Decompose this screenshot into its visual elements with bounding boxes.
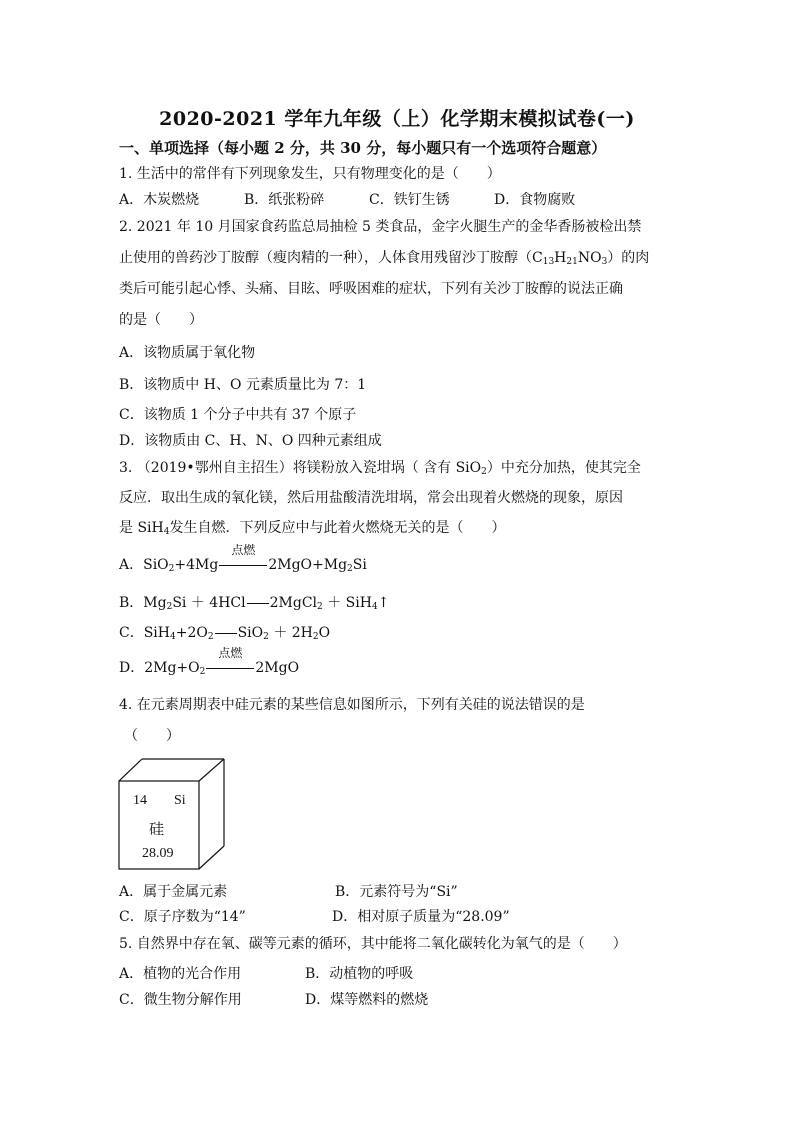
q5-option-c[interactable]: C．微生物分解作用 [119,992,242,1008]
question-3-line-3 [119,519,505,537]
element-name: 硅 [149,820,165,838]
text: NO [577,250,602,266]
question-3-line-2: 反应．取出生成的氧化镁，然后用盐酸清洗坩埚，常会出现着火燃烧的现象，原因 [119,490,623,506]
q1-option-c[interactable]: C．铁钉生锈 [369,192,450,208]
question-2-line-1: 2. 2021 年 10 月国家食药监总局抽检 5 类食品，金字火腿生产的金华香肠被检出禁 [119,219,642,235]
reaction-arrow [205,646,255,677]
text: +2O [175,625,208,641]
question-4-stem: 4. 在元素周期表中硅元素的某些信息如图所示，下列有关硅的说法错误的是 [119,697,585,713]
question-4-answer-paren: （ ） [124,728,180,744]
subscript: 2 [347,564,353,574]
text: O [318,625,331,641]
q5-options-row-1 [119,965,413,983]
q1-option-d[interactable]: D．食物腐败 [494,192,576,208]
q4-option-d[interactable]: D．相对原子质量为“28.09” [332,909,510,925]
exam-title: 2020-2021 学年九年级（上）化学期末模拟试卷(一) [159,108,635,130]
q5-option-d[interactable]: D．煤等燃料的燃烧 [305,992,429,1008]
text: Si [352,557,367,573]
question-2-line-2 [119,249,649,267]
text: H [554,250,567,266]
question-3-line-1 [119,459,641,477]
text: ＋ 2H [268,625,313,641]
q2-option-c[interactable]: C．该物质 1 个分子中共有 37 个原子 [119,407,357,423]
text: 2MgO [255,660,300,676]
q4-option-a[interactable]: A．属于金属元素 [119,884,228,900]
equals-bar [247,603,269,604]
q4-options-row-1 [119,883,458,901]
q3-option-b[interactable] [119,594,389,612]
atomic-mass: 28.09 [142,846,174,861]
reaction-condition: 点燃 [218,646,243,660]
text: ↑ [377,595,390,611]
subscript: 2 [481,467,487,477]
text: ＋ SiH [322,595,372,611]
text: 2MgO+Mg [268,557,348,573]
q5-option-b[interactable]: B．动植物的呼吸 [305,966,414,982]
reaction-condition: 点燃 [231,543,256,557]
text: A．SiO [119,557,169,573]
equals-bar [206,668,254,669]
q1-option-a[interactable]: A．木炭燃烧 [119,192,200,208]
text: ）中充分加热，使其完全 [486,460,641,476]
subscript: 2 [263,632,269,642]
q1-option-b[interactable]: B．纸张粉碎 [244,192,325,208]
reaction-arrow [218,543,268,574]
question-2-line-3: 类后可能引起心悸、头痛、目眩、呼吸困难的症状，下列有关沙丁胺醇的说法正确 [119,281,623,297]
question-2-line-4: 的是（ ） [119,312,203,328]
q3-option-a[interactable] [119,543,367,574]
text: 2MgCl [269,595,318,611]
element-symbol: Si [174,793,186,808]
text: 3. （2019•鄂州自主招生）将镁粉放入瓷坩埚（ 含有 SiO [119,460,482,476]
reaction-arrow [246,594,270,612]
question-5-stem: 5. 自然界中存在氧、碳等元素的循环，其中能将二氧化碳转化为氧气的是（ ） [119,936,627,952]
q3-option-d[interactable] [119,646,300,677]
question-1-stem: 1. 生活中的常伴有下列现象发生，只有物理变化的是（ ） [119,166,501,182]
q3-option-c[interactable] [119,624,330,642]
subscript: 21 [566,257,578,267]
subscript: 4 [371,602,378,612]
subscript: 2 [166,602,173,612]
text: ）的肉 [607,250,650,266]
q5-option-a[interactable]: A．植物的光合作用 [119,966,242,982]
subscript: 2 [207,632,214,642]
atomic-number: 14 [133,793,147,808]
q2-option-a[interactable]: A．该物质属于氧化物 [119,345,256,361]
text: C．SiH [119,625,170,641]
q4-option-c[interactable]: C．原子序数为“14” [119,909,246,925]
text: SiO [237,625,264,641]
question-1-options [119,191,575,209]
text: 是 SiH [119,520,164,536]
subscript: 2 [168,564,175,574]
subscript: 2 [317,602,323,612]
subscript: 2 [312,632,319,642]
reaction-arrow [214,624,238,642]
subscript: 4 [163,527,170,537]
text: Si ＋ 4HCl [172,595,246,611]
subscript: 2 [199,667,206,677]
equals-bar [219,565,267,566]
element-tile-figure [118,758,226,870]
equals-bar [215,633,237,634]
text: B．Mg [119,595,167,611]
q2-option-d[interactable]: D．该物质由 C、H、N、O 四种元素组成 [119,433,382,449]
q5-options-row-2 [119,991,428,1009]
text: 发生自燃．下列反应中与此着火燃烧无关的是（ ） [169,520,506,536]
subscript: 4 [170,632,176,642]
q2-option-b[interactable]: B．该物质中 H、O 元素质量比为 7：1 [119,377,367,393]
subscript: 13 [542,257,555,267]
section-heading: 一、单项选择（每小题 2 分，共 30 分，每小题只有一个选项符合题意） [119,139,607,157]
q4-options-row-2 [119,908,510,926]
text: D．2Mg+O [119,660,200,676]
subscript: 3 [601,257,608,267]
q4-option-b[interactable]: B．元素符号为“Si” [335,884,458,900]
text: 止使用的兽药沙丁胺醇（瘦肉精的一种），人体食用残留沙丁胺醇（C [119,250,543,266]
text: +4Mg [174,557,219,573]
